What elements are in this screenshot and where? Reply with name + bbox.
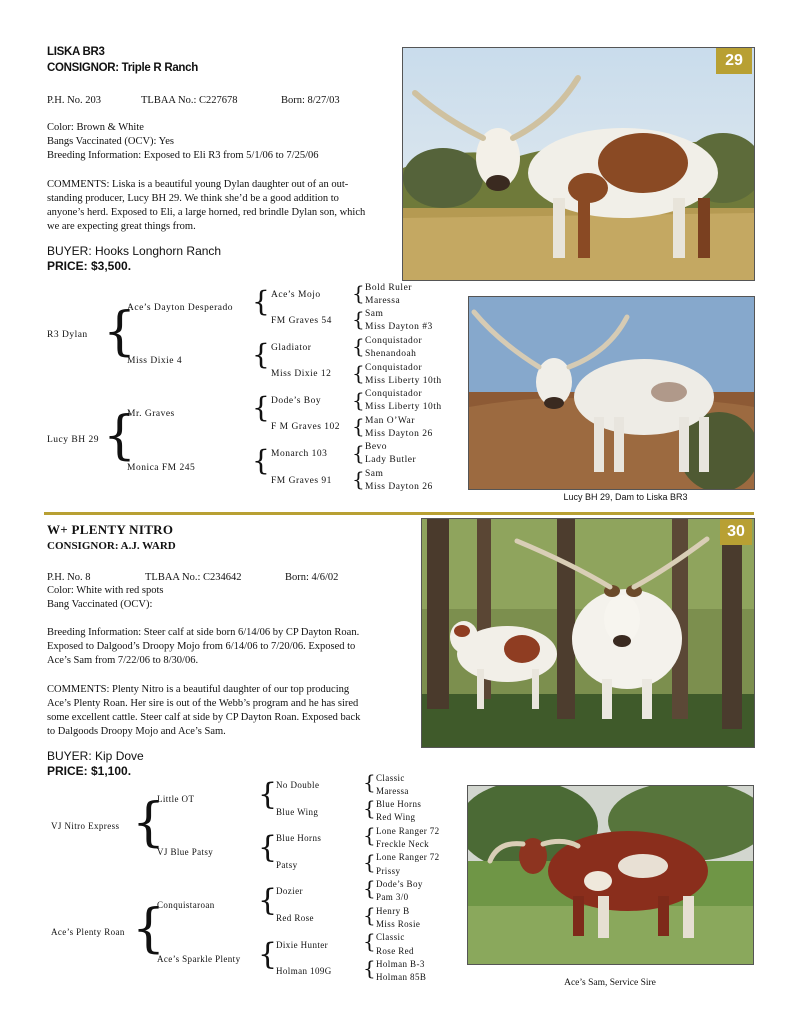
pedigree-gen3: FM Graves 54 [271,316,332,326]
pedigree-gen4: Bold Ruler [365,283,412,293]
pedigree-brace: { [258,830,278,865]
pedigree-brace: { [252,444,270,477]
section-divider [44,512,754,515]
lot30-price: PRICE: $1,100. [47,764,132,778]
lot30-sire-photo [467,785,754,965]
pedigree-gen4: Conquistador [365,363,423,373]
lot30-number-badge: 30 [720,519,752,545]
pedigree-brace: { [363,903,376,927]
lucy-photo-illustration [469,297,754,489]
pedigree-brace: { [252,285,270,318]
lot30-comments-line: Ace’s Plenty Roan. Her sire is out of the Webb’s program and he has sired [47,698,359,709]
lot29-color: Color: Brown & White [47,122,144,133]
lot29-bangs: Bangs Vaccinated (OCV): Yes [47,136,174,147]
pedigree-gen4: Lone Ranger 72 [376,826,440,836]
pedigree-gen2: Ace’s Sparkle Plenty [157,954,241,964]
pedigree-brace: { [252,338,270,371]
pedigree-brace: { [258,777,278,812]
pedigree-brace: { [258,883,278,918]
lot29-cow-photo [402,47,755,281]
pedigree-brace: { [363,770,376,794]
pedigree-brace: { [352,441,365,465]
pedigree-gen3: Holman 109G [276,966,332,976]
pedigree-gen3: Monarch 103 [271,449,328,459]
lot30-name: W+ PLENTY NITRO [47,522,174,537]
lot29-born: Born: 8/27/03 [281,95,340,106]
pedigree-brace: { [363,823,376,847]
pedigree-brace: { [363,876,376,900]
pedigree-gen4: Maressa [376,786,409,796]
pedigree-gen4: Miss Dayton 26 [365,482,433,492]
pedigree-sire: R3 Dylan [47,330,88,340]
lot30-comments-line: to Dalgoods Droopy Mojo and Ace’s Sam. [47,726,226,737]
pedigree-gen4: Miss Dayton #3 [365,322,433,332]
pedigree-brace: { [103,302,137,362]
pedigree-gen4: Miss Liberty 10th [365,402,442,412]
lot29-dam-photo [468,296,755,490]
pedigree-gen3: Red Rose [276,913,314,923]
pedigree-gen4: Miss Liberty 10th [365,376,442,386]
pedigree-gen3: No Double [276,780,320,790]
lot30-bangs: Bang Vaccinated (OCV): [47,599,153,610]
pedigree-sire: VJ Nitro Express [51,821,120,831]
pedigree-brace: { [363,850,376,874]
pedigree-gen3: Dixie Hunter [276,940,329,950]
pedigree-brace: { [363,956,376,980]
pedigree-gen4: Rose Red [376,946,414,956]
lot30-ph-no: P.H. No. 8 [47,572,91,583]
pedigree-gen4: Prissy [376,866,401,876]
lot29-number-badge: 29 [716,48,752,74]
lot29-price: PRICE: $3,500. [47,259,132,273]
lot29-comments-line: standing producer, Lucy BH 29. We think she’d be a good addition to [47,193,339,204]
pedigree-gen4: Holman B-3 [376,959,425,969]
lot29-comments-line: anyone’s herd. Exposed to Eli, a large horned, red brindle Dylan son, which [47,207,366,218]
pedigree-brace: { [132,899,166,959]
pedigree-gen4: Bevo [365,442,388,452]
pedigree-gen3: Dode’s Boy [271,396,322,406]
lot29-consignor: CONSIGNOR: Triple R Ranch [47,62,198,74]
pedigree-brace: { [252,391,270,424]
pedigree-brace: { [352,467,365,491]
lot30-born: Born: 4/6/02 [285,572,339,583]
pedigree-gen2: Miss Dixie 4 [127,356,183,366]
pedigree-gen3: F M Graves 102 [271,422,341,432]
pedigree-gen3: Blue Horns [276,833,322,843]
lot30-tlbaa: TLBAA No.: C234642 [145,572,242,583]
plenty-nitro-photo-illustration [422,519,754,747]
pedigree-gen4: Sam [365,309,384,319]
pedigree-gen3: FM Graves 91 [271,476,332,486]
lot30-sire-caption: Ace’s Sam, Service Sire [564,978,656,988]
lot30-comments-line: some excellent cattle. Steer calf at side by CP Dayton Roan. Exposed back [47,712,361,723]
lot30-buyer: BUYER: Kip Dove [47,749,144,763]
pedigree-gen4: Pam 3/0 [376,892,409,902]
pedigree-gen4: Blue Horns [376,799,422,809]
liska-photo-illustration [403,48,754,280]
lot30-consignor: CONSIGNOR: A.J. WARD [47,540,176,552]
pedigree-gen4: Sam [365,469,384,479]
pedigree-gen4: Miss Rosie [376,919,421,929]
lot29-dam-caption: Lucy BH 29, Dam to Liska BR3 [563,492,688,502]
pedigree-gen4: Red Wing [376,812,416,822]
pedigree-gen4: Miss Dayton 26 [365,429,433,439]
pedigree-brace: { [352,334,365,358]
lot29-buyer: BUYER: Hooks Longhorn Ranch [47,244,222,258]
pedigree-brace: { [258,937,278,972]
pedigree-gen2: Conquistaroan [157,900,215,910]
lot30-breeding-line: Ace’s Sam from 7/22/06 to 8/30/06. [47,655,199,666]
pedigree-gen3: Patsy [276,860,298,870]
pedigree-gen3: Ace’s Mojo [271,290,321,300]
pedigree-gen4: Shenandoah [365,349,417,359]
pedigree-gen3: Gladiator [271,343,312,353]
pedigree-gen4: Conquistador [365,389,423,399]
pedigree-gen4: Man O’War [365,416,415,426]
pedigree-brace: { [132,793,166,853]
pedigree-gen2: Mr. Graves [127,409,175,419]
lot30-breeding-line: Exposed to Dalgood’s Droopy Mojo from 6/14/06 to 7/20/06. Exposed to [47,641,356,652]
pedigree-gen4: Holman 85B [376,972,427,982]
pedigree-gen3: Blue Wing [276,807,319,817]
pedigree-gen2: Little OT [157,794,195,804]
pedigree-brace: { [352,281,365,305]
pedigree-gen4: Dode’s Boy [376,879,423,889]
pedigree-brace: { [363,796,376,820]
lot30-cow-photo [421,518,755,748]
lot29-breeding: Breeding Information: Exposed to Eli R3 from 5/1/06 to 7/25/06 [47,150,319,161]
pedigree-dam: Ace’s Plenty Roan [51,927,125,937]
pedigree-gen4: Lady Butler [365,455,417,465]
pedigree-gen2: Monica FM 245 [127,463,196,473]
pedigree-gen4: Lone Ranger 72 [376,852,440,862]
pedigree-brace: { [352,388,365,412]
lot30-breeding-line: Breeding Information: Steer calf at side born 6/14/06 by CP Dayton Roan. [47,627,360,638]
pedigree-gen4: Freckle Neck [376,839,430,849]
lot30-color: Color: White with red spots [47,585,164,596]
lot29-name: LISKA BR3 [47,46,105,58]
pedigree-gen4: Conquistador [365,336,423,346]
lot29-comments-line: we are expecting great things from. [47,221,196,232]
pedigree-gen2: VJ Blue Patsy [157,847,214,857]
pedigree-gen4: Maressa [365,296,401,306]
pedigree-dam: Lucy BH 29 [47,435,99,445]
pedigree-brace: { [103,406,137,466]
pedigree-gen4: Classic [376,773,405,783]
pedigree-brace: { [363,929,376,953]
lot29-ph-no: P.H. No. 203 [47,95,101,106]
pedigree-gen2: Ace’s Dayton Desperado [127,303,233,313]
pedigree-gen4: Classic [376,932,405,942]
pedigree-gen4: Henry B [376,906,410,916]
pedigree-brace: { [352,361,365,385]
pedigree-brace: { [352,307,365,331]
pedigree-gen3: Dozier [276,886,303,896]
pedigree-gen3: Miss Dixie 12 [271,369,332,379]
lot30-comments-line: COMMENTS: Plenty Nitro is a beautiful daughter of our top producing [47,684,350,695]
lot29-tlbaa: TLBAA No.: C227678 [141,95,238,106]
lot29-comments-line: COMMENTS: Liska is a beautiful young Dylan daughter out of an out- [47,179,349,190]
pedigree-brace: { [352,414,365,438]
aces-sam-photo-illustration [468,786,753,964]
